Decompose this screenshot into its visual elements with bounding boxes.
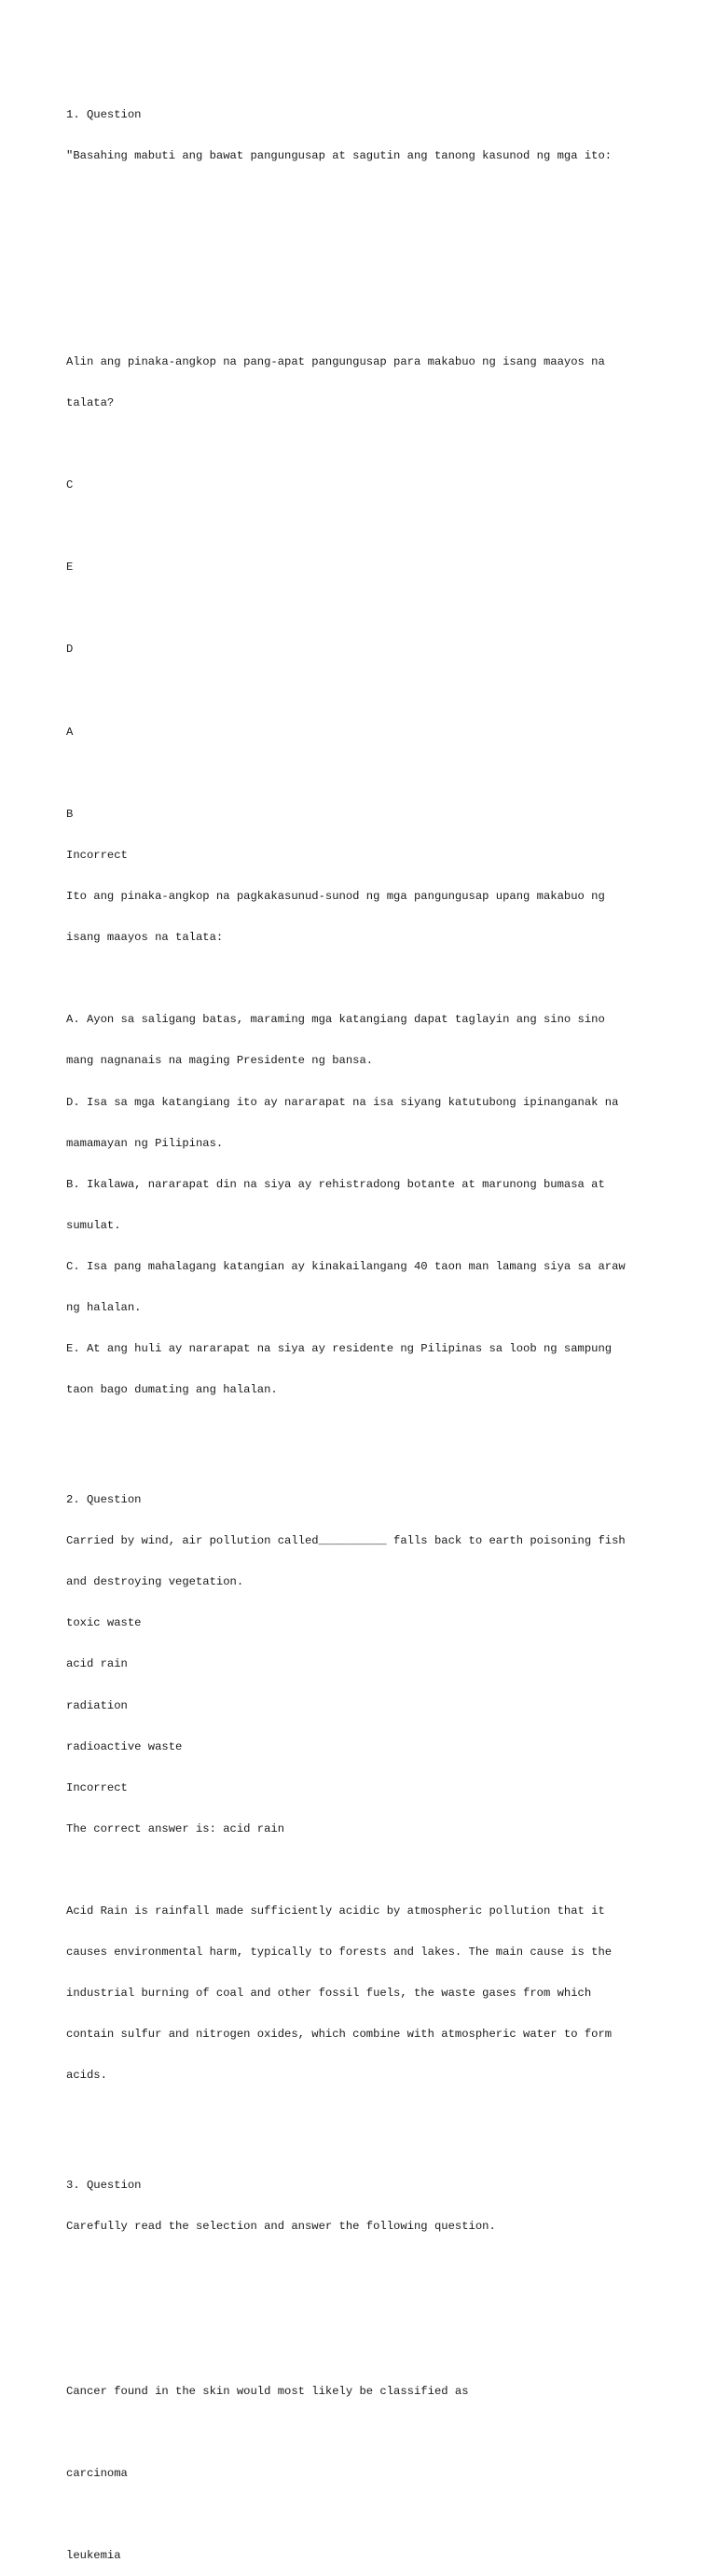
q2-correct-answer: The correct answer is: acid rain [66,1821,285,1835]
q2-explanation: contain sulfur and nitrogen oxides, which combine with atmospheric water to form [66,2028,613,2042]
document-page [66,67,663,2576]
blank-line [66,2426,663,2440]
blank-line [66,767,663,781]
q1-prompt: Alin ang pinaka-angkop na pang-apat pangungusap para makabuo ng isang maayos na [66,354,605,368]
blank-line [66,273,663,287]
q2-option[interactable]: acid rain [66,1657,128,1671]
blank-line [66,314,663,328]
q1-explanation: isang maayos na talata: [66,931,224,945]
q1-explanation: Ito ang pinaka-angkop na pagkakasunud-sunod ng mga pangungusap upang makabuo ng [66,890,605,904]
q3-prompt: Cancer found in the skin would most likely be classified as [66,2384,469,2398]
q1-sentence: C. Isa pang mahalagang katangian ay kinakailangang 40 taon man lamang siya sa araw [66,1260,626,1274]
blank-line [66,437,663,451]
q2-explanation: Acid Rain is rainfall made sufficiently acidic by atmospheric pollution that it [66,1904,605,1918]
q1-option[interactable]: A [66,725,74,739]
blank-line [66,972,663,986]
blank-line [66,519,663,533]
q2-number: 2. Question [66,1492,142,1506]
q2-option[interactable]: toxic waste [66,1616,142,1630]
q3-number: 3. Question [66,2179,142,2193]
q2-explanation: causes environmental harm, typically to forests and lakes. The main cause is the [66,1946,613,1960]
blank-line [66,2302,663,2316]
q1-option[interactable]: C [66,478,74,492]
q1-sentence: E. At ang huli ay nararapat na siya ay residente ng Pilipinas sa loob ng sampung [66,1342,613,1356]
q2-option[interactable]: radioactive waste [66,1739,183,1753]
q3-instruction: Carefully read the selection and answer the following question. [66,2220,496,2234]
q2-prompt: Carried by wind, air pollution called__________ falls back to earth poisoning fish [66,1534,626,1548]
q3-option[interactable]: carcinoma [66,2466,128,2480]
q1-sentence: D. Isa sa mga katangiang ito ay nararapat na isa siyang katutubong ipinanganak na [66,1095,619,1109]
q1-option[interactable]: D [66,643,74,657]
q1-option[interactable]: E [66,561,74,575]
q2-prompt: and destroying vegetation. [66,1575,244,1589]
q1-result: Incorrect [66,848,128,862]
q1-sentence: A. Ayon sa saligang batas, maraming mga katangiang dapat taglayin ang sino sino [66,1013,605,1027]
q1-sentence: sumulat. [66,1218,121,1232]
q2-explanation: industrial burning of coal and other fossil fuels, the waste gases from which [66,1987,592,2001]
q1-sentence: B. Ikalawa, nararapat din na siya ay rehistradong botante at marunong bumasa at [66,1177,605,1191]
blank-line [66,2111,663,2125]
blank-line [66,190,663,204]
q2-explanation: acids. [66,2069,107,2083]
blank-line [66,685,663,699]
q1-prompt: talata? [66,395,115,409]
q3-option[interactable]: leukemia [66,2548,121,2562]
q1-instruction: "Basahing mabuti ang bawat pangungusap at sagutin ang tanong kasunod ng mga ito: [66,149,613,163]
blank-line [66,1863,663,1877]
q1-sentence: ng halalan. [66,1301,142,1315]
q1-sentence: taon bago dumating ang halalan. [66,1383,278,1397]
q1-sentence: mang nagnanais na maging Presidente ng bansa. [66,1054,374,1068]
q2-option[interactable]: radiation [66,1698,128,1712]
q1-option[interactable]: B [66,807,74,821]
q2-result: Incorrect [66,1780,128,1794]
blank-line [66,231,663,245]
blank-line [66,2508,663,2522]
q1-sentence: mamamayan ng Pilipinas. [66,1136,224,1150]
blank-line [66,2261,663,2275]
blank-line [66,1424,663,1438]
blank-line [66,602,663,616]
blank-line [66,2343,663,2357]
q1-number: 1. Question [66,108,142,122]
